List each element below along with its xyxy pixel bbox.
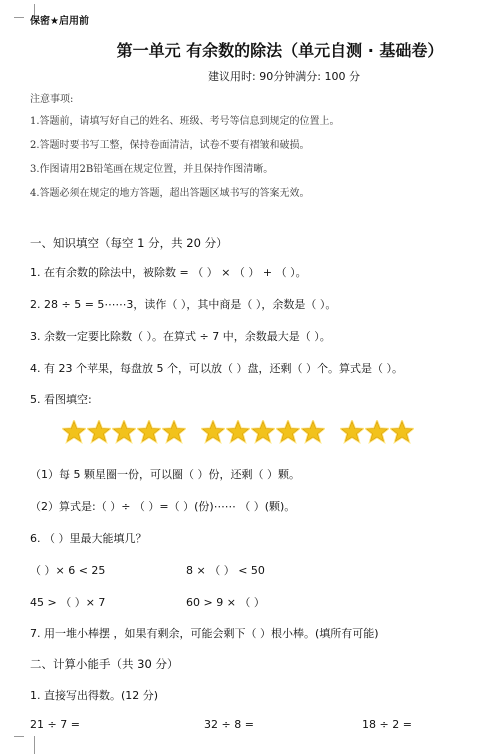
question-4: 4. 有 23 个苹果，每盘放 5 个，可以放（ ）盘，还剩（ ）个。算式是（ ）。 <box>30 362 403 375</box>
star-icon <box>340 420 364 444</box>
question-3: 3. 余数一定要比除数（ ）。在算式 ÷ 7 中，余数最大是（ ）。 <box>30 330 331 343</box>
star-icon <box>112 420 136 444</box>
page-title: 第一单元 有余数的除法（单元自测 · 基础卷） <box>116 41 444 60</box>
star-icon <box>390 420 414 444</box>
star-icon <box>87 420 111 444</box>
section-heading: 一、知识填空（每空 1 分，共 20 分） <box>30 236 228 250</box>
notice-item: 2.答题时要书写工整，保持卷面清洁，试卷不要有褶皱和破损。 <box>30 140 310 151</box>
star-group <box>340 420 415 444</box>
secret-label: 保密★启用前 <box>30 16 89 27</box>
star-icon <box>62 420 86 444</box>
star-icon <box>365 420 389 444</box>
question-7: 7. 用一堆小棒摆 ，如果有剩余，可能会剩下（ ）根小棒。(填所有可能) <box>30 627 379 640</box>
notice-item: 3.作图请用2B铅笔画在规定位置，并且保持作图清晰。 <box>30 164 274 175</box>
calc-item: 21 ÷ 7 = <box>30 718 80 731</box>
question-6: 6. （ ）里最大能填几？ <box>30 532 147 545</box>
question-1: 1. 直接写出得数。(12 分) <box>30 689 159 702</box>
question-2: 2. 28 ÷ 5 = 5⋯⋯3，读作（ ），其中商是（ ），余数是（ ）。 <box>30 298 337 311</box>
page-subtitle: 建议用时: 90分钟满分: 100 分 <box>208 70 360 83</box>
notice-item: 4.答题必须在规定的地方答题，超出答题区域书写的答案无效。 <box>30 188 310 199</box>
calc-item: 18 ÷ 2 = <box>362 718 412 731</box>
crop-mark <box>14 736 24 737</box>
star-icon <box>137 420 161 444</box>
question-1: 1. 在有余数的除法中，被除数 = （ ） × （ ） + （ ）。 <box>30 266 307 279</box>
section-heading: 二、计算小能手（共 30 分） <box>30 657 179 671</box>
question-5-part-1: （1）每 5 颗星圈一份，可以圈（ ）份，还剩（ ）颗。 <box>30 468 300 481</box>
calc-item: 32 ÷ 8 = <box>204 718 254 731</box>
star-icon <box>226 420 250 444</box>
crop-mark <box>24 736 35 754</box>
notice-heading: 注意事项: <box>30 94 74 105</box>
star-icon <box>251 420 275 444</box>
star-icon <box>201 420 225 444</box>
question-6-d: 60 > 9 × （ ） <box>186 596 265 609</box>
star-icon <box>301 420 325 444</box>
question-6-b: 8 × （ ） < 50 <box>186 564 265 577</box>
star-icon <box>162 420 186 444</box>
question-6-c: 45 > （ ）× 7 <box>30 596 106 609</box>
notice-item: 1.答题前，请填写好自己的姓名、班级、考号等信息到规定的位置上。 <box>30 116 340 127</box>
star-icon <box>276 420 300 444</box>
crop-mark <box>14 17 24 18</box>
star-group <box>201 420 326 444</box>
stars-figure <box>62 420 429 444</box>
question-5-part-2: （2）算式是:（ ）÷ （ ）=（ ）(份)⋯⋯ （ ）(颗)。 <box>30 500 296 513</box>
star-group <box>62 420 187 444</box>
question-6-a: （ ）× 6 < 25 <box>30 564 106 577</box>
question-5: 5. 看图填空: <box>30 393 92 406</box>
